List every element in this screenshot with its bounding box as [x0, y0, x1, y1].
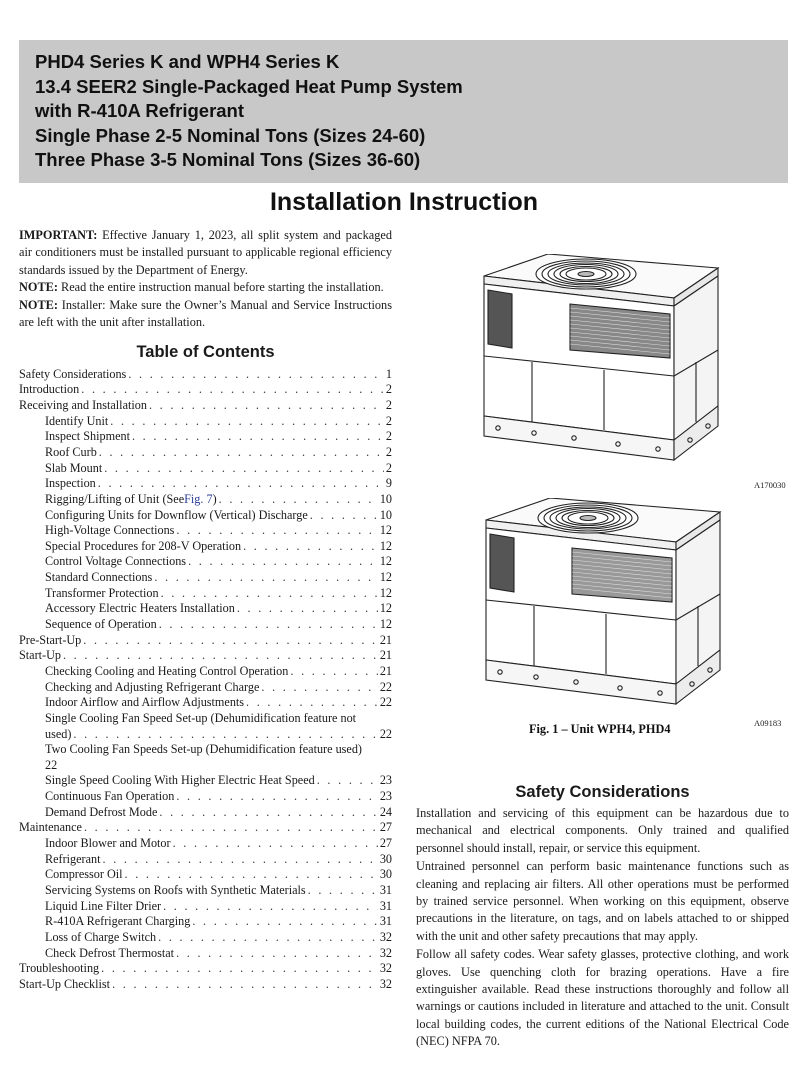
toc-entry-page: 32 [379, 961, 392, 976]
toc-leader-dots [176, 789, 377, 805]
toc-entry-page: 12 [379, 523, 392, 538]
toc-leader-dots [290, 664, 377, 680]
toc-entry-page: 12 [379, 601, 392, 616]
toc-entry[interactable] [19, 852, 392, 868]
note-label: NOTE: [19, 298, 58, 313]
toc-entry[interactable] [19, 539, 392, 555]
safety-paragraph: Untrained personnel can perform basic maintenance functions such as cleaning and replacing air filters. All other operations must be performed by trained service personnel. When working on this equipment, observe precautions in the literature, on tags, and on labels attached to or shipped with the unit and other safety precautions that may apply. [416, 859, 789, 943]
toc-entry-page: 23 [379, 773, 392, 788]
note-installer [19, 297, 392, 332]
toc-entry-label: Maintenance [19, 820, 82, 835]
toc-entry-label: Loss of Charge Switch [45, 929, 157, 944]
toc-entry-label: Inspection [45, 476, 96, 491]
toc-entry-page[interactable]: 22 [45, 757, 58, 772]
toc-leader-dots [101, 961, 378, 977]
toc-entry-page: 21 [379, 632, 392, 647]
toc-entry[interactable] [19, 946, 392, 962]
header-series-line: PHD4 Series K and WPH4 Series K [35, 51, 340, 72]
toc-entry[interactable] [19, 977, 392, 993]
toc-entry-page: 10 [379, 507, 392, 522]
toc-leader-dots [219, 492, 378, 508]
toc-leader-dots [103, 852, 378, 868]
toc-entry[interactable] [19, 836, 392, 852]
toc-entry-label: High-Voltage Connections [45, 523, 175, 538]
figure-code-top: A170030 [754, 480, 786, 490]
toc-entry[interactable] [19, 633, 392, 649]
important-notice [19, 227, 392, 279]
unit-illustration-top [478, 254, 723, 474]
toc-leader-dots [132, 429, 384, 445]
note-read-manual [19, 279, 392, 296]
toc-entry[interactable] [19, 570, 392, 586]
toc-leader-dots [154, 570, 378, 586]
toc-entry-label: Compressor Oil [45, 867, 123, 882]
note-text: Read the entire instruction manual before starting the installation. [57, 280, 384, 295]
toc-entry-label: Demand Defrost Mode [45, 804, 158, 819]
toc-leader-dots [98, 476, 384, 492]
toc-entry[interactable] [19, 883, 392, 899]
toc-leader-dots [317, 773, 378, 789]
toc-entry[interactable] [19, 398, 392, 414]
toc-leader-dots [308, 883, 378, 899]
toc-entry-label: Start-Up Checklist [19, 976, 111, 991]
toc-entry-label: Checking and Adjusting Refrigerant Charge [45, 679, 260, 694]
header-refrigerant-line: with R-410A Refrigerant [35, 100, 245, 121]
toc-entry[interactable] [19, 648, 392, 664]
toc-leader-dots [81, 382, 384, 398]
toc-entry-label: used) [45, 726, 72, 741]
safety-paragraph: Follow all safety codes. Wear safety glasses, protective clothing, and work gloves. Use quenching cloth for brazing operations. Have a fire extinguisher available. Read these instructions thoroughly and follow all warnings or cautions included in literature and attached to the unit. Consult local building codes, the current editions of the National Electrical Code (NEC) NFPA 70. [416, 947, 789, 1048]
toc-entry-label: Slab Mount [45, 460, 103, 475]
toc-entry-page: 2 [385, 429, 392, 444]
toc-entry-wrapped-line[interactable]: Two Cooling Fan Speeds Set-up (Dehumidification feature used) [45, 742, 362, 757]
toc-entry[interactable] [19, 586, 392, 602]
toc-leader-dots [310, 508, 378, 524]
toc-entry-label: Special Procedures for 208-V Operation [45, 538, 242, 553]
important-text: Effective January 1, 2023, all split system and packaged air conditioners must be installed pursuant to applicable regional efficiency standards issued by the Department of Energy. [19, 228, 392, 277]
header-three-phase-line: Three Phase 3-5 Nominal Tons (Sizes 36-60) [35, 149, 421, 170]
toc-entry-page: 21 [379, 648, 392, 663]
safety-heading: Safety Considerations [515, 783, 690, 801]
toc-entry-page: 31 [379, 882, 392, 897]
toc-entry-page: 30 [379, 851, 392, 866]
toc-entry-page: 32 [379, 976, 392, 991]
toc-leader-dots [159, 805, 377, 821]
toc-entry-label: Inspect Shipment [45, 429, 130, 444]
toc-entry[interactable] [19, 429, 392, 445]
toc-entry-page: 32 [379, 929, 392, 944]
toc-entry[interactable] [19, 523, 392, 539]
toc-entry[interactable] [19, 961, 392, 977]
document-title: Installation Instruction [269, 188, 539, 216]
toc-entry-page: 27 [379, 836, 392, 851]
important-label: IMPORTANT: [19, 228, 98, 242]
toc-entry-label: Sequence of Operation [45, 617, 157, 632]
toc-entry-label: Transformer Protection [45, 585, 159, 600]
toc-entry[interactable] [19, 476, 392, 492]
toc-entry-page: 22 [379, 695, 392, 710]
toc-entry-label: Checking Cooling and Heating Control Operation [45, 663, 289, 678]
toc-leader-dots [163, 899, 378, 915]
toc-entry-label: Identify Unit [45, 413, 109, 428]
toc-entry-label: Roof Curb [45, 444, 97, 459]
toc-entry-page: 10 [379, 491, 392, 506]
toc-entry[interactable] [19, 601, 392, 617]
toc-entry[interactable] [19, 367, 392, 383]
toc-heading: Table of Contents [136, 342, 275, 361]
toc-entry[interactable] [19, 930, 392, 946]
toc-entry-page: 32 [379, 945, 392, 960]
toc-leader-dots [261, 680, 377, 696]
toc-entry-page: 31 [379, 914, 392, 929]
toc-leader-dots [128, 367, 384, 383]
toc-entry-page: 30 [379, 867, 392, 882]
header-band [19, 40, 788, 183]
toc-entry-page: 12 [379, 538, 392, 553]
toc-entry-page: 27 [379, 820, 392, 835]
toc-entry[interactable] [19, 727, 392, 743]
toc-leader-dots [104, 461, 384, 477]
toc-entry-label: Servicing Systems on Roofs with Synthetic Materials [45, 882, 306, 897]
toc-entry-label: Configuring Units for Downflow (Vertical) Discharge [45, 507, 308, 522]
toc-entry-page: 12 [379, 554, 392, 569]
figure-code-bottom: A09183 [754, 718, 782, 728]
toc-entry-label: Standard Connections [45, 570, 153, 585]
unit-illustration-bottom [480, 498, 725, 718]
toc-entry[interactable] [19, 899, 392, 915]
toc-leader-dots [99, 445, 384, 461]
toc-entry-label: Refrigerant [45, 851, 101, 866]
toc-entry-label: Rigging/Lifting of Unit (See [45, 491, 185, 506]
toc-leader-dots [63, 648, 378, 664]
left-column [19, 227, 392, 992]
toc-entry-label: Indoor Blower and Motor [45, 836, 171, 851]
toc-entry-page: 2 [385, 398, 392, 413]
toc-entry[interactable] [19, 445, 392, 461]
toc-entry-page: 12 [379, 570, 392, 585]
toc-entry-label: Receiving and Installation [19, 398, 147, 413]
toc-entry-page: 12 [379, 585, 392, 600]
toc-leader-dots [192, 914, 377, 930]
toc-entry-label: Pre-Start-Up [19, 632, 82, 647]
toc-entry[interactable] [19, 820, 392, 836]
toc-entry[interactable] [19, 617, 392, 633]
toc-leader-dots [110, 414, 384, 430]
figure-caption: Fig. 1 – Unit WPH4, PHD4 [529, 722, 671, 736]
toc-entry-page: 2 [385, 413, 392, 428]
toc-entry-label-suffix: ) [212, 491, 217, 506]
toc-leader-dots [246, 695, 378, 711]
front-louver-grille [570, 304, 670, 358]
toc-entry-page: 9 [385, 476, 392, 491]
toc-entry[interactable] [19, 508, 392, 524]
toc-entry[interactable] [19, 461, 392, 477]
toc-entry-page: 23 [379, 789, 392, 804]
toc-leader-dots [243, 539, 378, 555]
toc-entry-page: 21 [379, 663, 392, 678]
toc-entry-page: 24 [379, 804, 392, 819]
safety-paragraph: Installation and servicing of this equipment can be hazardous due to mechanical and electrical components. Only trained and qualified personnel should install, repair, or service this equipment. [416, 806, 789, 855]
toc-entry-page: 31 [379, 898, 392, 913]
toc-entry[interactable] [19, 554, 392, 570]
toc-entry-label: Control Voltage Connections [45, 554, 187, 569]
toc-entry[interactable] [19, 867, 392, 883]
toc-entry-page: 22 [379, 679, 392, 694]
toc-entry-label: Troubleshooting [19, 961, 100, 976]
toc-leader-dots [161, 586, 378, 602]
toc-entry[interactable] [19, 805, 392, 821]
toc-leader-dots [112, 977, 378, 993]
toc-entry[interactable] [19, 492, 392, 508]
header-seer-line: 13.4 SEER2 Single-Packaged Heat Pump System [35, 75, 463, 97]
toc-leader-dots [173, 836, 378, 852]
toc-leader-dots [188, 554, 378, 570]
toc-entry[interactable] [19, 382, 392, 398]
front-louver-grille [572, 548, 672, 602]
toc-leader-dots [125, 867, 378, 883]
toc-entry[interactable] [19, 789, 392, 805]
safety-body [416, 805, 789, 1052]
toc-list [19, 773, 392, 992]
toc-entry[interactable] [19, 695, 392, 711]
note-label: NOTE: [19, 280, 58, 295]
toc-entry-label: Liquid Line Filter Drier [45, 898, 162, 913]
toc-leader-dots [73, 727, 377, 743]
toc-entry-label: Check Defrost Thermostat [45, 945, 175, 960]
toc-entry-wrapped-line[interactable]: Single Cooling Fan Speed Set-up (Dehumidification feature not [45, 710, 357, 725]
toc-entry-label: Accessory Electric Heaters Installation [45, 601, 235, 616]
toc-leader-dots [176, 946, 378, 962]
toc-entry-page: 22 [379, 726, 392, 741]
toc-entry-label: Introduction [19, 382, 80, 397]
toc-list [19, 367, 392, 711]
toc-entry-label: Single Speed Cooling With Higher Electric Heat Speed [45, 773, 315, 788]
toc-leader-dots [149, 398, 384, 414]
toc-entry-page: 1 [385, 366, 392, 381]
toc-entry-label: Indoor Airflow and Airflow Adjustments [45, 695, 245, 710]
toc-leader-dots [84, 820, 378, 836]
figure-link[interactable]: Fig. 7 [184, 491, 213, 506]
toc-entry-page: 2 [385, 382, 392, 397]
header-single-phase-line: Single Phase 2-5 Nominal Tons (Sizes 24-60) [35, 124, 426, 146]
toc-entry[interactable] [19, 414, 392, 430]
toc-entry-page: 2 [385, 444, 392, 459]
toc-entry-label: Continuous Fan Operation [45, 789, 175, 804]
toc-leader-dots [159, 617, 378, 633]
toc-entry-label: R-410A Refrigerant Charging [45, 914, 191, 929]
toc-leader-dots [83, 633, 378, 649]
toc-entry[interactable] [19, 680, 392, 696]
toc-entry[interactable] [19, 914, 392, 930]
toc-leader-dots [158, 930, 378, 946]
toc-entry[interactable] [19, 664, 392, 680]
toc-leader-dots [237, 601, 378, 617]
toc-entry-page: 12 [379, 617, 392, 632]
note-text: Installer: Make sure the Owner’s Manual and Service Instructions are left with the unit after installation. [19, 298, 392, 330]
toc-entry-page: 2 [385, 460, 392, 475]
toc-entry-label: Safety Considerations [19, 366, 127, 381]
toc-entry[interactable] [19, 773, 392, 789]
toc-entry-label: Start-Up [19, 648, 61, 663]
toc-leader-dots [176, 523, 377, 539]
